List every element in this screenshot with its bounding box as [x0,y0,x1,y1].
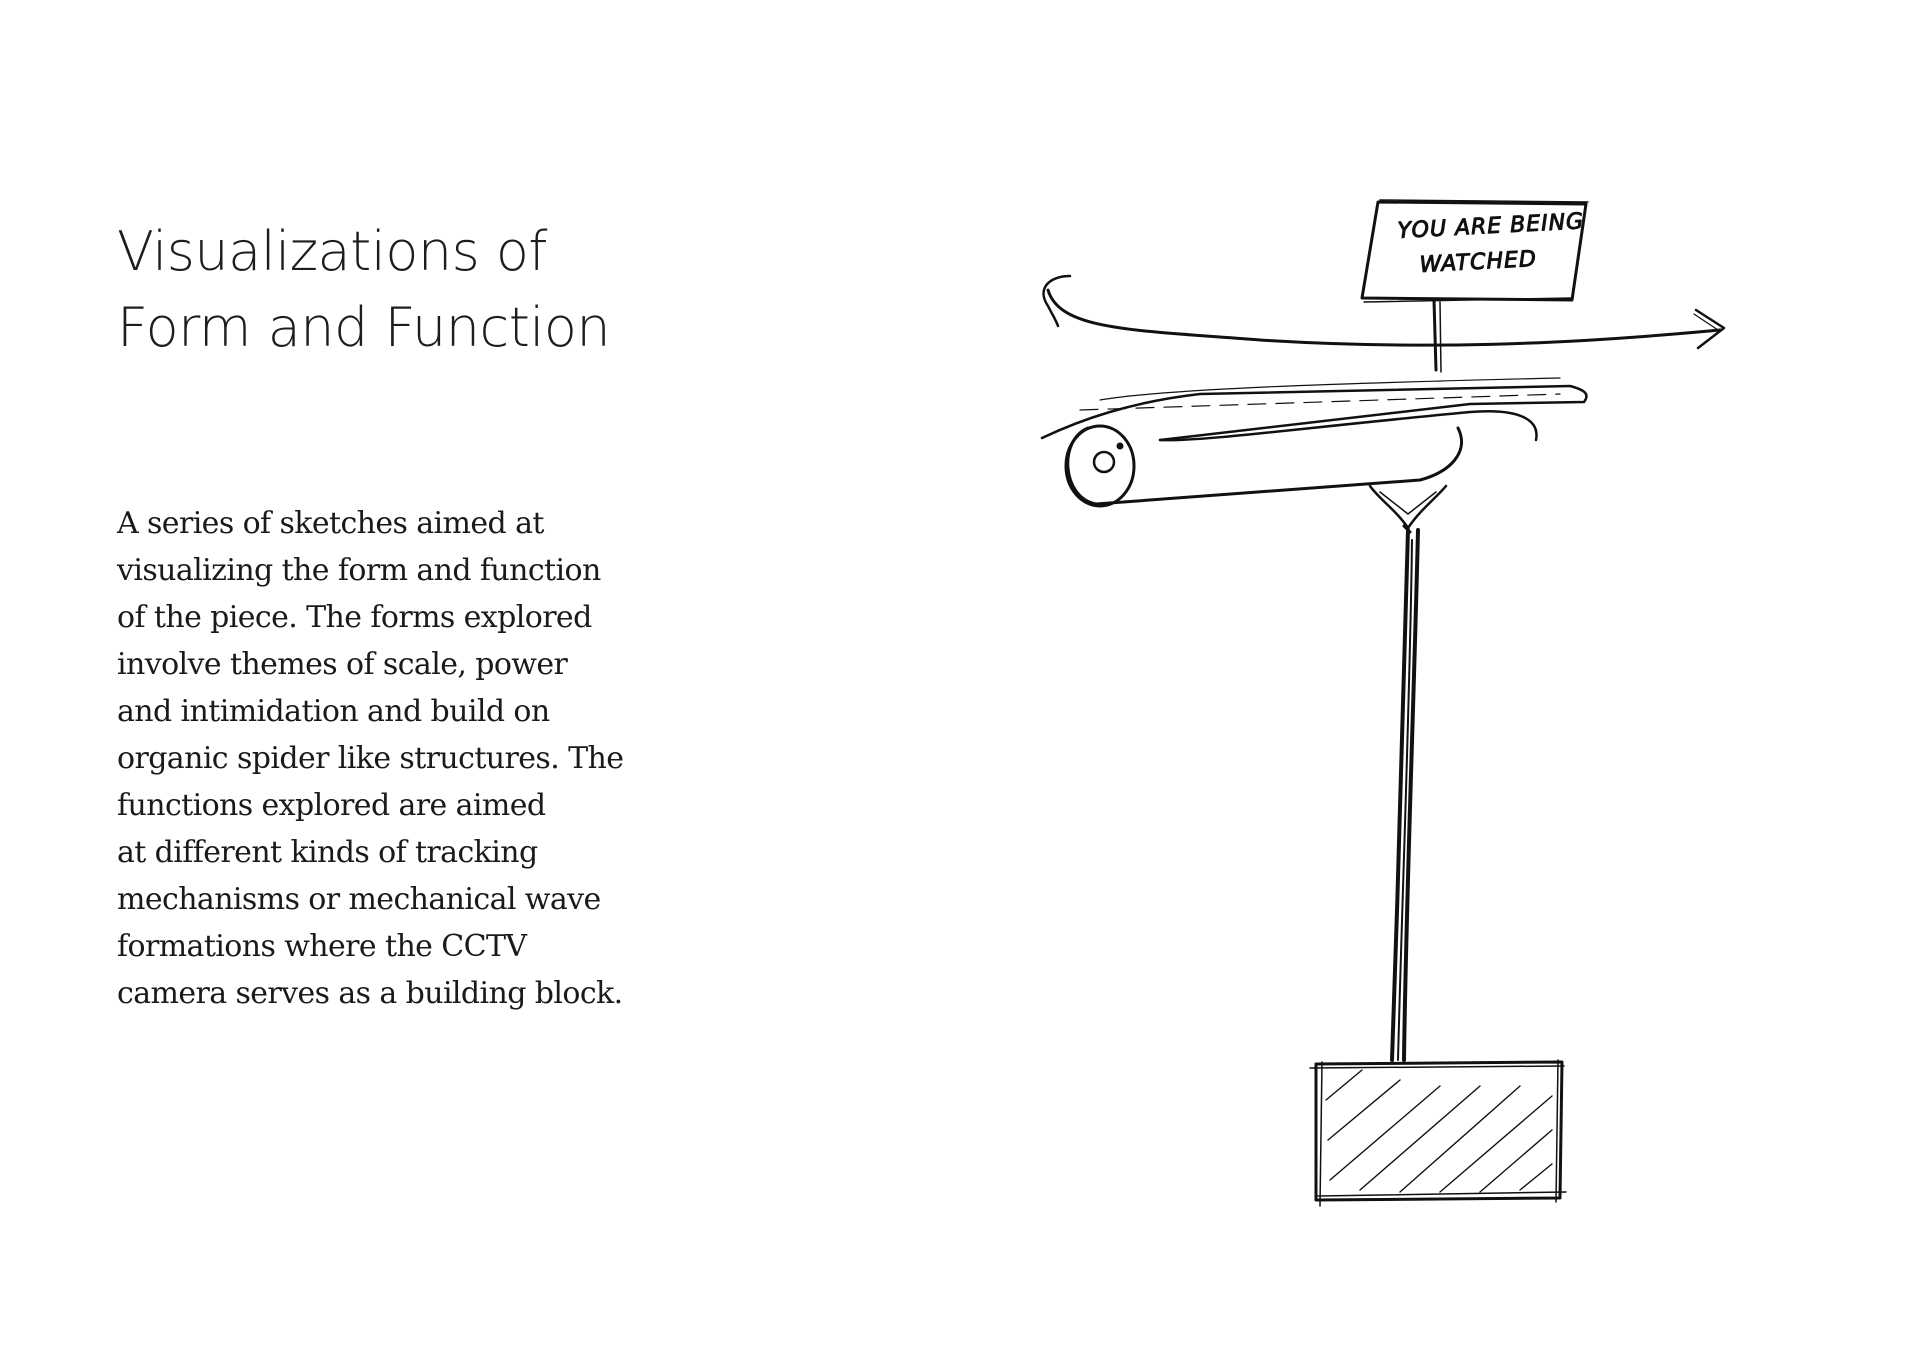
cctv-camera-sketch [1000,180,1760,1220]
description-line: involve themes of scale, power [117,647,568,682]
sign-text-line-1: YOU ARE BEING [1397,209,1585,244]
description-line: A series of sketches aimed at [117,506,544,541]
camera-pole [1392,530,1418,1060]
description-line: of the piece. The forms explored [117,600,592,635]
description-paragraph [117,500,677,1017]
camera-housing [1042,378,1586,506]
rotation-arrow [1044,276,1724,348]
description-line: formations where the CCTV [117,929,527,964]
description-line: visualizing the form and function [117,553,601,588]
sign-text-line-2: WATCHED [1419,246,1538,278]
title-line-1: Visualizations of [117,220,547,283]
title-line-2: Form and Function [117,296,611,359]
description-line: at different kinds of tracking [117,835,538,870]
page-title [117,214,610,366]
description-line: mechanisms or mechanical wave [117,882,601,917]
description-line: functions explored are aimed [117,788,546,823]
pole-base [1310,1060,1566,1206]
description-line: organic spider like structures. The [117,741,624,776]
camera-mount [1370,486,1446,532]
description-line: camera serves as a building block. [117,976,623,1011]
description-line: and intimidation and build on [117,694,550,729]
